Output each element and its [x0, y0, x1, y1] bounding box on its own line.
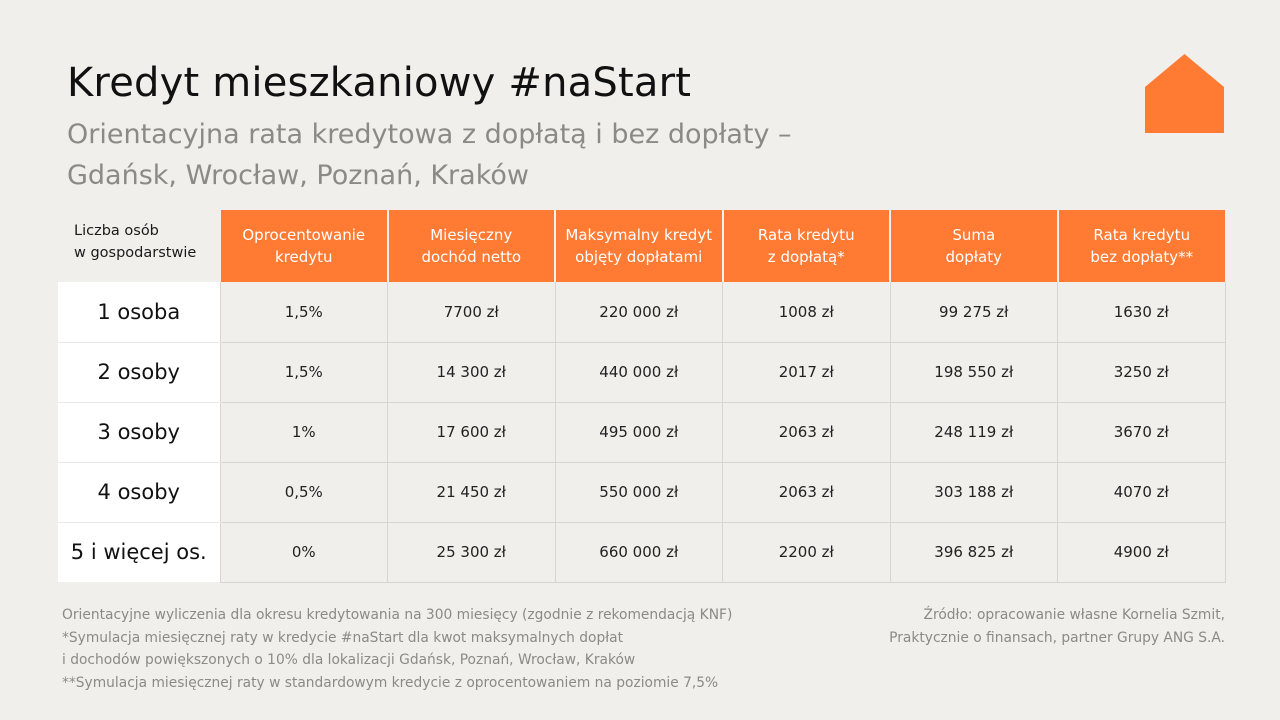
footnote: **Symulacja miesięcznej raty w standardowym kredycie z oprocentowaniem na poziomie 7,5%: [62, 674, 719, 691]
footnote: i dochodów powiększonych o 10% dla lokalizacji Gdańsk, Poznań, Wrocław, Kraków: [62, 652, 636, 668]
credit-table: [58, 210, 1226, 583]
table-cell: 0,5%: [220, 462, 388, 522]
table-cell: 3670 zł: [1058, 402, 1226, 462]
page-subtitle: [67, 114, 792, 196]
table-cell: 1,5%: [220, 282, 388, 342]
table-cell: 0%: [220, 522, 388, 582]
row-label: 5 i więcej os.: [58, 522, 220, 582]
table-cell: 550 000 zł: [555, 462, 723, 522]
table-cell: 248 119 zł: [890, 402, 1058, 462]
table-cell: 1,5%: [220, 342, 388, 402]
table-cell: 25 300 zł: [388, 522, 556, 582]
footnote: Orientacyjne wyliczenia dla okresu kredytowania na 300 miesięcy (zgodnie z rekomendacją KNF): [62, 607, 733, 623]
row-label: 3 osoby: [58, 402, 220, 462]
footnotes: [62, 604, 732, 694]
table-cell: 198 550 zł: [890, 342, 1058, 402]
table-cell: 4900 zł: [1058, 522, 1226, 582]
table-cell: 7700 zł: [388, 282, 556, 342]
table-cell: 303 188 zł: [890, 462, 1058, 522]
table-cell: 660 000 zł: [555, 522, 723, 582]
table-cell: 3250 zł: [1058, 342, 1226, 402]
table-cell: 2017 zł: [723, 342, 891, 402]
column-header: Oprocentowanie kredytu: [220, 210, 388, 282]
table-cell: 1630 zł: [1058, 282, 1226, 342]
table-cell: 2200 zł: [723, 522, 891, 582]
table-cell: 4070 zł: [1058, 462, 1226, 522]
page-title: Kredyt mieszkaniowy #naStart: [67, 60, 692, 106]
table-cell: 495 000 zł: [555, 402, 723, 462]
table-row: [58, 462, 1225, 522]
table-header-row: [58, 210, 1225, 282]
source-note: Źródło: opracowanie własne Kornelia Szmit, Praktycznie o finansach, partner Grupy ANG S.A.: [889, 607, 1225, 646]
footnote: *Symulacja miesięcznej raty w kredycie #naStart dla kwot maksymalnych dopłat: [62, 629, 624, 646]
table-row: [58, 402, 1225, 462]
column-header: Rata kredytu bez dopłaty**: [1058, 210, 1226, 282]
corner-header: Liczba osób w gospodarstwie: [58, 210, 220, 282]
column-header: Maksymalny kredyt objęty dopłatami: [555, 210, 723, 282]
table-cell: 1008 zł: [723, 282, 891, 342]
table-cell: 99 275 zł: [890, 282, 1058, 342]
table-row: [58, 522, 1225, 582]
table-cell: 440 000 zł: [555, 342, 723, 402]
subtitle-line: Gdańsk, Wrocław, Poznań, Kraków: [67, 160, 529, 191]
table-cell: 21 450 zł: [388, 462, 556, 522]
column-header: Rata kredytu z dopłatą*: [723, 210, 891, 282]
table-row: [58, 342, 1225, 402]
table-cell: 2063 zł: [723, 402, 891, 462]
house-icon: [1145, 54, 1224, 133]
row-label: 1 osoba: [58, 282, 220, 342]
table-cell: 2063 zł: [723, 462, 891, 522]
subtitle-line: Orientacyjna rata kredytowa z dopłatą i bez dopłaty –: [67, 119, 792, 150]
column-header: Miesięczny dochód netto: [388, 210, 556, 282]
row-label: 2 osoby: [58, 342, 220, 402]
column-header: Suma dopłaty: [890, 210, 1058, 282]
table-cell: 14 300 zł: [388, 342, 556, 402]
table-cell: 220 000 zł: [555, 282, 723, 342]
row-label: 4 osoby: [58, 462, 220, 522]
table-cell: 1%: [220, 402, 388, 462]
table-row: [58, 282, 1225, 342]
table-cell: 17 600 zł: [388, 402, 556, 462]
table-cell: 396 825 zł: [890, 522, 1058, 582]
